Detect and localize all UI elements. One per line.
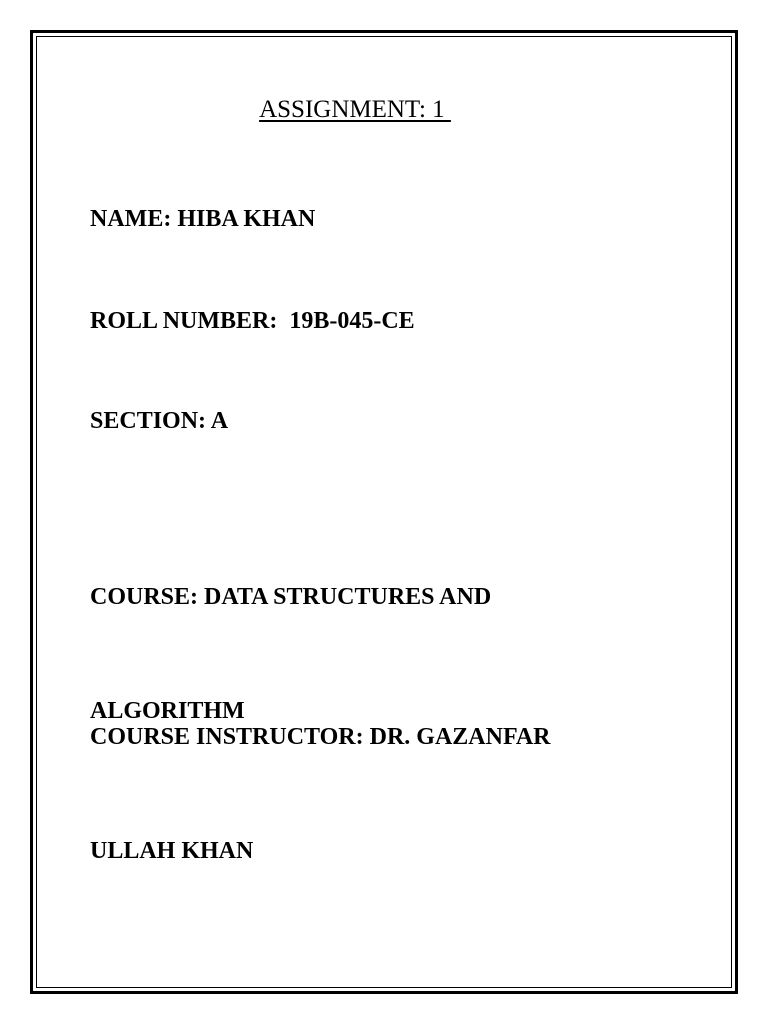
course-line-1: COURSE: DATA STRUCTURES AND xyxy=(90,584,492,610)
roll-number: ROLL NUMBER: 19B-045-CE xyxy=(90,308,415,334)
section: SECTION: A xyxy=(90,408,229,434)
student-name: NAME: HIBA KHAN xyxy=(90,206,316,232)
instructor-line-1: COURSE INSTRUCTOR: DR. GAZANFAR xyxy=(90,724,551,750)
assignment-title: ASSIGNMENT: 1 xyxy=(259,96,451,123)
course-line-2: ALGORITHM xyxy=(90,698,245,724)
course-instructor xyxy=(90,642,690,908)
instructor-line-2: ULLAH KHAN xyxy=(90,838,254,864)
